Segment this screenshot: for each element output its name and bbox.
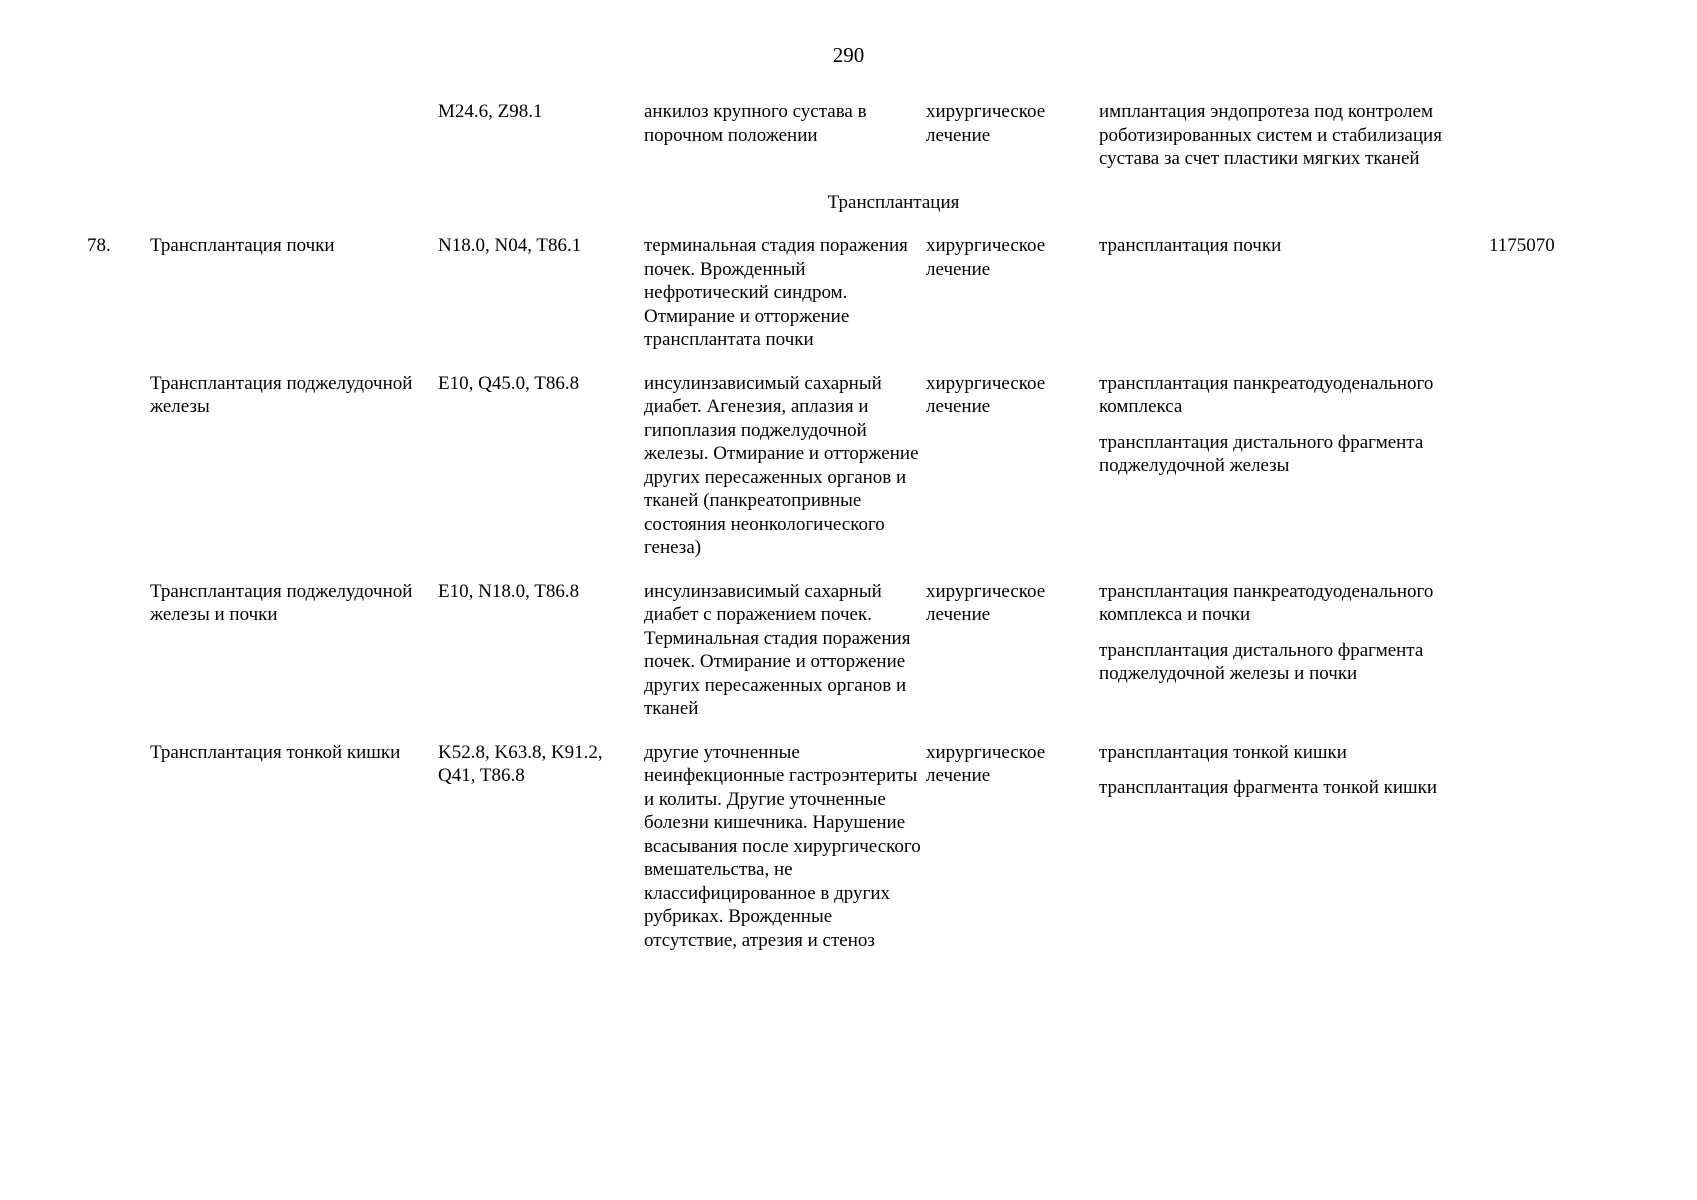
row-number <box>0 580 150 741</box>
price: 1175070 <box>1489 235 1555 256</box>
treatment-method <box>1099 372 1489 580</box>
table-row <box>0 741 1697 973</box>
patient-model: терминальная стадия поражения почек. Врожденный нефротический синдром. Отмирание и отторжение трансплантата почки <box>644 235 908 350</box>
table-row <box>0 100 1697 191</box>
table-row <box>0 372 1697 580</box>
method-item: трансплантация панкреатодуоденального комплекса и почки <box>1099 580 1434 625</box>
treatment-type: хирургическое лечение <box>926 101 1046 146</box>
icd-codes: M24.6, Z98.1 <box>438 101 543 122</box>
treatment-type: хирургическое лечение <box>926 741 1046 786</box>
icd-codes: E10, N18.0, T86.8 <box>438 580 580 602</box>
page-number: 290 <box>832 43 865 67</box>
price <box>1489 741 1697 973</box>
method-item: трансплантация панкреатодуоденального комплекса <box>1099 372 1434 417</box>
service-name: Трансплантация поджелудочной железы и почки <box>150 580 413 625</box>
service-name <box>150 100 438 191</box>
treatment-method <box>1099 234 1489 372</box>
row-number <box>0 741 150 973</box>
method-item: трансплантация тонкой кишки <box>1099 741 1347 763</box>
section-title-text: Трансплантация <box>827 191 960 213</box>
section-row <box>0 191 1697 235</box>
method-item: трансплантация дистального фрагмента поджелудочной железы и почки <box>1099 639 1424 684</box>
patient-model: другие уточненные неинфекционные гастроэнтериты и колиты. Другие уточненные болезни кишечника. Нарушение всасывания после хирургического вмешательства, не классифицированное в других рубриках. Врожденные отсутствие, атрезия и стеноз <box>644 741 921 951</box>
row-number: 78. <box>87 235 111 256</box>
price <box>1489 372 1697 580</box>
patient-model: инсулинзависимый сахарный диабет. Агенезия, аплазия и гипоплазия поджелудочной железы. Отмирание и отторжение других пересаженных органов и тканей (панкреатопривные состояния неонкологического генеза) <box>644 372 919 558</box>
section-title <box>0 191 1697 235</box>
patient-model: анкилоз крупного сустава в порочном положении <box>644 101 867 146</box>
method-item: трансплантация почки <box>1099 235 1282 256</box>
icd-codes: K52.8, K63.8, K91.2, Q41, T86.8 <box>438 741 603 786</box>
table-row <box>0 580 1697 741</box>
service-name: Трансплантация тонкой кишки <box>150 741 401 763</box>
patient-model: инсулинзависимый сахарный диабет с поражением почек. Терминальная стадия поражения почек. Отмирание и отторжение других пересаженных органов и тканей <box>644 580 911 719</box>
services-table <box>0 100 1697 972</box>
table-row <box>0 234 1697 372</box>
row-number <box>0 372 150 580</box>
method-item: трансплантация фрагмента тонкой кишки <box>1099 777 1438 798</box>
treatment-method <box>1099 100 1489 191</box>
price <box>1489 100 1697 191</box>
service-name: Трансплантация почки <box>150 235 335 256</box>
treatment-method <box>1099 580 1489 741</box>
service-name: Трансплантация поджелудочной железы <box>150 372 413 417</box>
icd-codes: N18.0, N04, T86.1 <box>438 235 582 256</box>
treatment-type: хирургическое лечение <box>926 372 1046 417</box>
price <box>1489 580 1697 741</box>
row-number <box>0 100 150 191</box>
icd-codes: E10, Q45.0, T86.8 <box>438 372 580 394</box>
treatment-method <box>1099 741 1489 973</box>
treatment-type: хирургическое лечение <box>926 580 1046 625</box>
method-item: имплантация эндопротеза под контролем роботизированных систем и стабилизация сустава за счет пластики мягких тканей <box>1099 101 1442 169</box>
treatment-type: хирургическое лечение <box>926 235 1046 280</box>
method-item: трансплантация дистального фрагмента поджелудочной железы <box>1099 431 1424 476</box>
